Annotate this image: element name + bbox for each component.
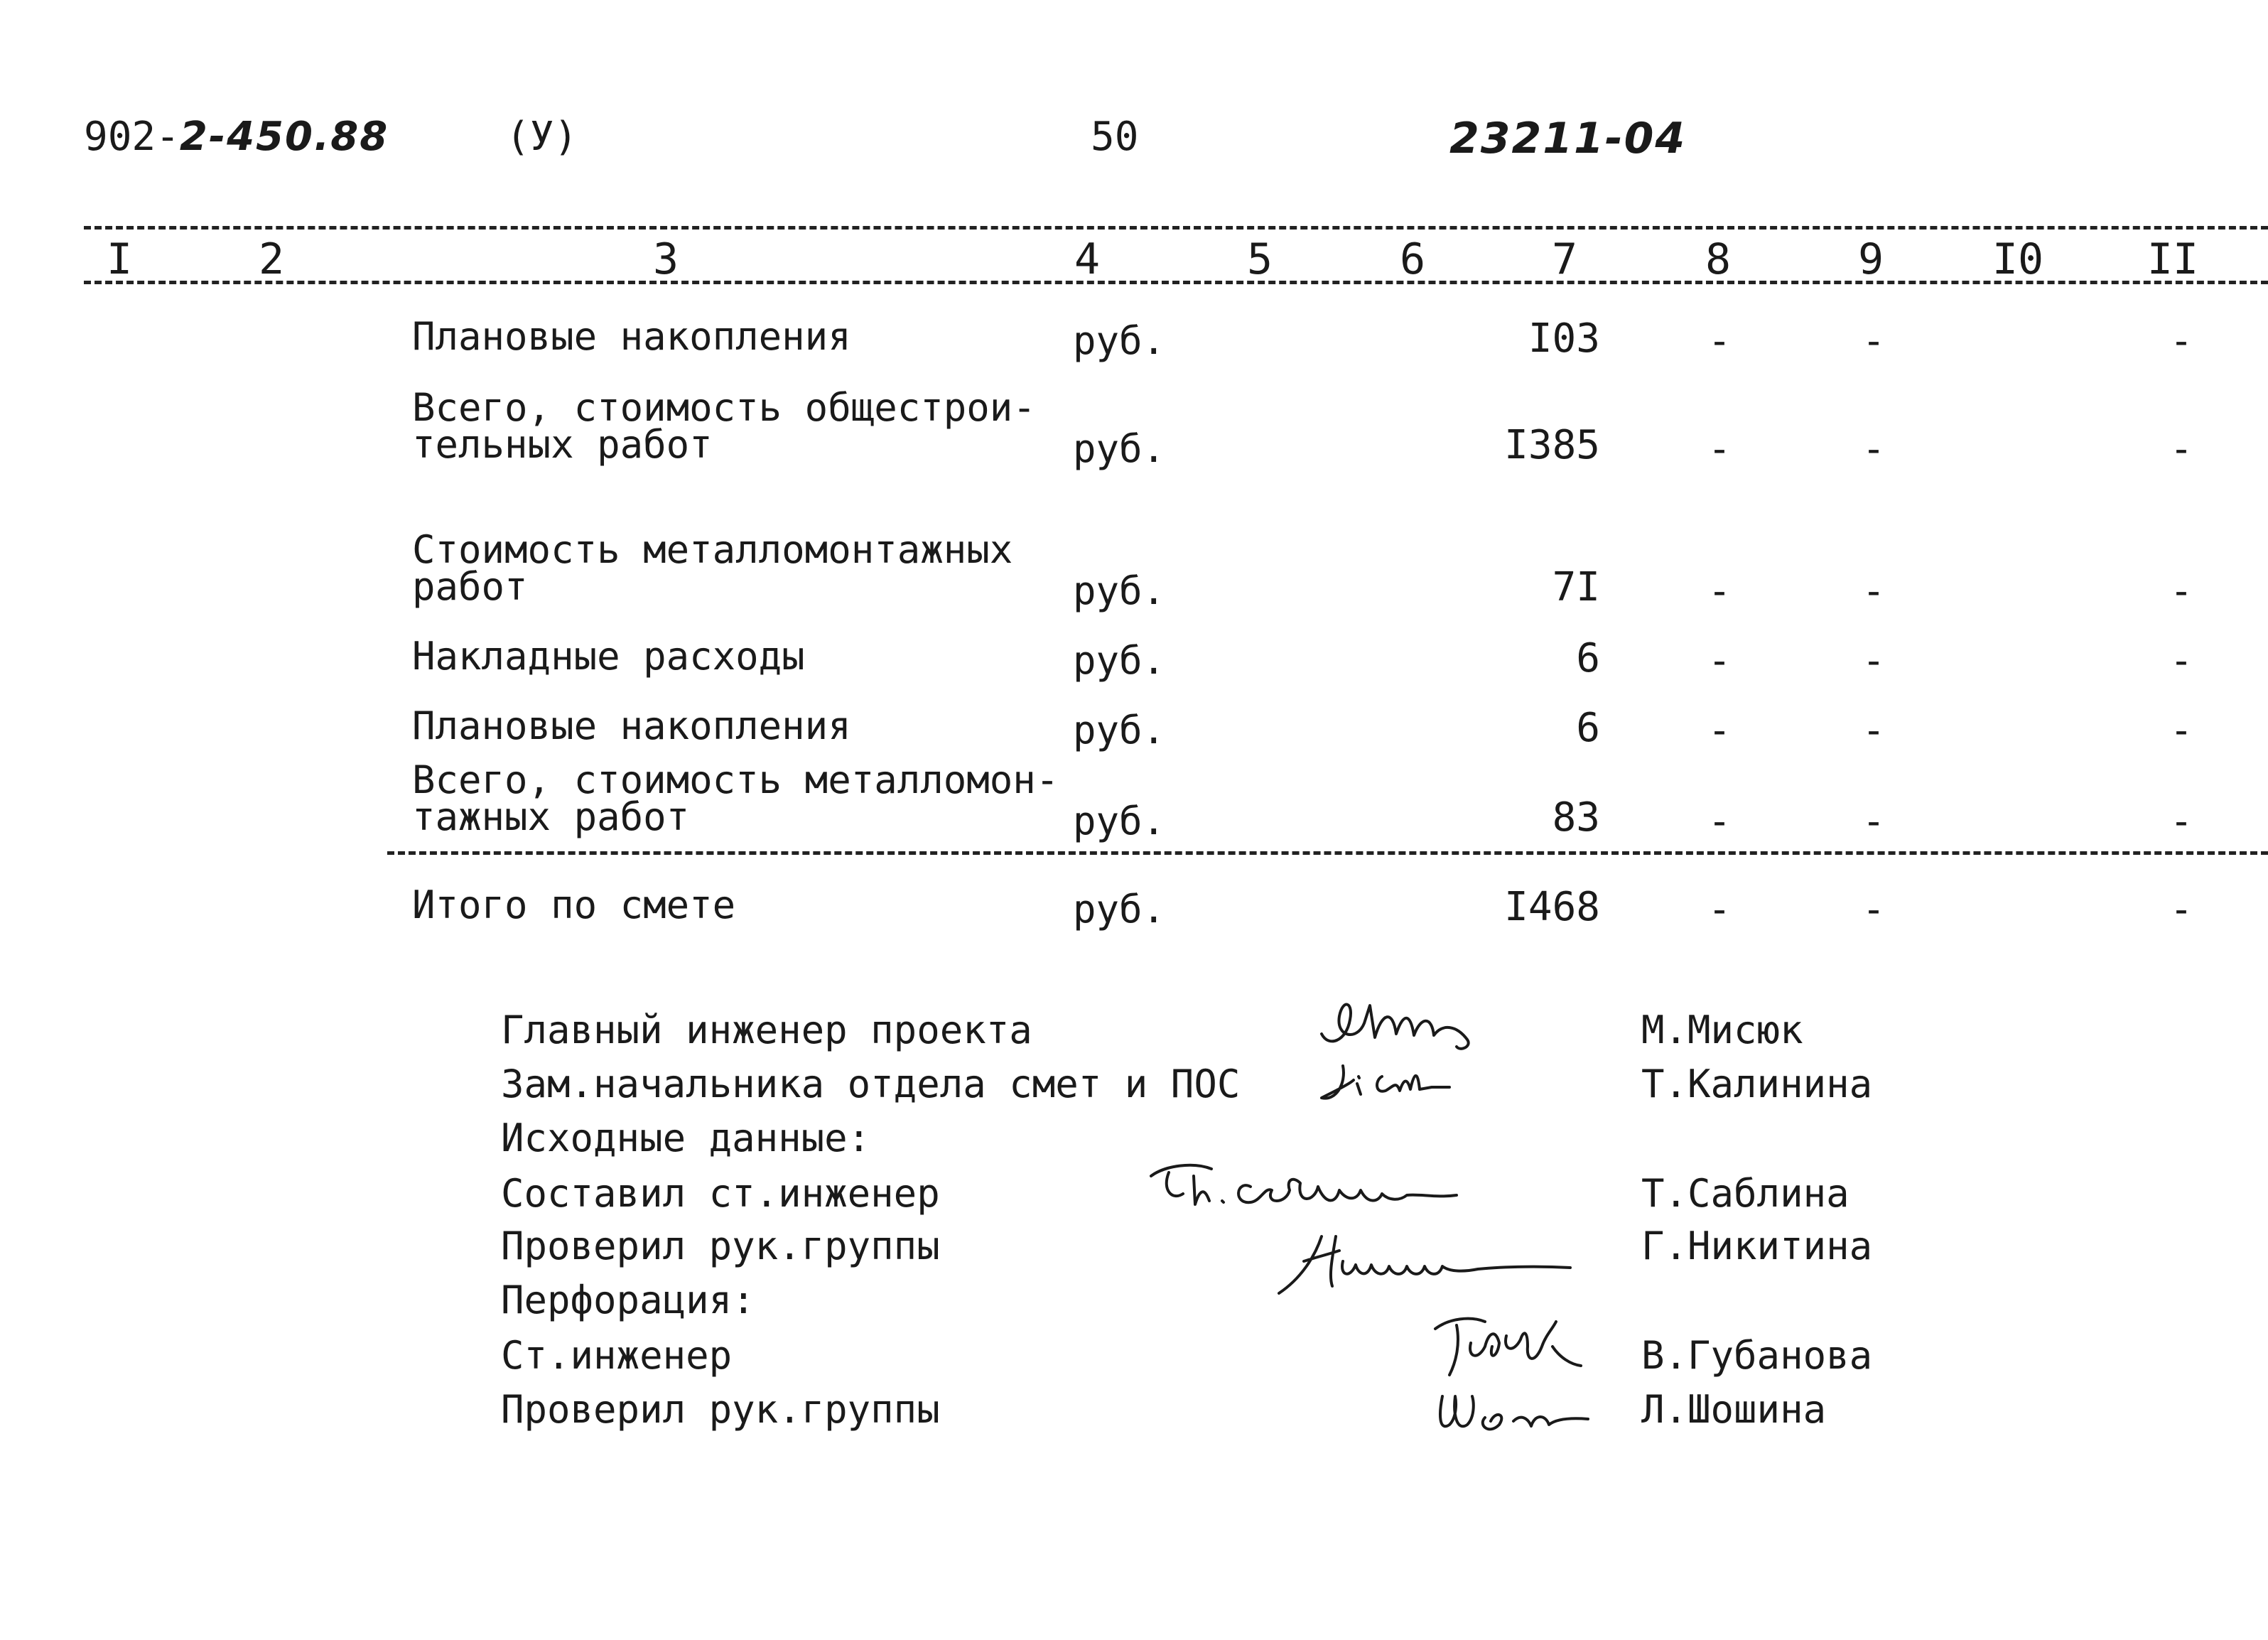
row-col8: - — [1707, 426, 1732, 471]
row-col9: - — [1862, 638, 1886, 683]
col-number-7: 7 — [1551, 234, 1578, 284]
total-value: I468 — [1504, 884, 1600, 930]
table-header-bottom-line — [84, 281, 2268, 284]
handwritten-signature-5 — [1428, 1307, 1599, 1386]
row-value: 7I — [1552, 564, 1600, 610]
signature-name: Т.Калинина — [1641, 1062, 1873, 1106]
signature-name: В.Губанова — [1641, 1333, 1873, 1378]
row-col11: - — [2169, 318, 2193, 363]
total-unit: руб. — [1073, 887, 1166, 932]
signature-role: Главный инженер проекта — [501, 1008, 1032, 1052]
total-label: Итого по смете — [412, 883, 736, 927]
row-col8: - — [1707, 708, 1732, 752]
signature-section-heading: Исходные данные: — [501, 1116, 871, 1160]
row-label-line1: Всего, стоимость общестрои- — [412, 385, 1036, 430]
handwritten-signature-4 — [1272, 1222, 1584, 1300]
col-number-9: 9 — [1857, 234, 1884, 284]
col-number-1: I — [106, 234, 133, 284]
row-value: 6 — [1576, 635, 1600, 681]
row-col11: - — [2169, 708, 2193, 752]
row-label: Накладные расходы — [412, 634, 805, 679]
row-label: Плановые накопления — [412, 703, 851, 748]
total-col8: - — [1707, 887, 1732, 932]
row-unit: руб. — [1073, 568, 1166, 613]
row-col11: - — [2169, 638, 2193, 683]
signature-role: Ст.инженер — [501, 1333, 733, 1378]
row-col11: - — [2169, 426, 2193, 471]
row-unit: руб. — [1073, 799, 1166, 843]
row-unit: руб. — [1073, 708, 1166, 752]
handwritten-signature-6 — [1428, 1382, 1599, 1446]
handwritten-signature-2 — [1314, 1055, 1471, 1112]
signature-role: Зам.начальника отдела смет и ПОС — [501, 1062, 1241, 1106]
row-unit: руб. — [1073, 638, 1166, 683]
handwritten-signature-3 — [1144, 1151, 1485, 1229]
doc-mark: (У) — [506, 114, 578, 160]
col-number-5: 5 — [1246, 234, 1273, 284]
total-col9: - — [1862, 887, 1886, 932]
row-col9: - — [1862, 799, 1886, 843]
col-number-6: 6 — [1399, 234, 1426, 284]
signature-role: Составил ст.инженер — [501, 1171, 940, 1216]
col-number-2: 2 — [258, 234, 285, 284]
row-value: 6 — [1576, 705, 1600, 751]
row-label-line2: работ — [412, 564, 528, 609]
signature-name: Г.Никитина — [1641, 1224, 1873, 1268]
doc-number-prefix: 902- — [84, 114, 180, 160]
row-col8: - — [1707, 318, 1732, 363]
doc-number-handwritten: 2-450.88 — [179, 114, 389, 160]
doc-number — [84, 114, 389, 160]
row-value: I385 — [1504, 422, 1600, 468]
row-value: 83 — [1552, 794, 1600, 841]
row-col9: - — [1862, 708, 1886, 752]
row-unit: руб. — [1073, 426, 1166, 471]
total-separator-line — [387, 851, 2268, 855]
page-number: 50 — [1091, 114, 1139, 160]
signature-section-heading: Перфорация: — [501, 1278, 755, 1322]
signature-role: Проверил рук.группы — [501, 1224, 940, 1268]
signature-name: Л.Шошина — [1641, 1387, 1827, 1432]
doc-code: 23211-04 — [1449, 114, 1687, 163]
col-number-3: 3 — [652, 234, 679, 284]
row-label-line1: Стоимость металломонтажных — [412, 527, 1013, 572]
col-number-8: 8 — [1705, 234, 1732, 284]
row-col9: - — [1862, 318, 1886, 363]
row-col8: - — [1707, 568, 1732, 613]
row-col11: - — [2169, 799, 2193, 843]
total-col11: - — [2169, 887, 2193, 932]
row-label: Плановые накопления — [412, 314, 851, 359]
row-col11: - — [2169, 568, 2193, 613]
col-number-11: II — [2146, 234, 2199, 284]
row-value: I03 — [1528, 315, 1600, 362]
signature-name: М.Мисюк — [1641, 1008, 1803, 1052]
row-col9: - — [1862, 568, 1886, 613]
col-number-10: I0 — [1992, 234, 2044, 284]
signature-role: Проверил рук.группы — [501, 1387, 940, 1432]
signature-name: Т.Саблина — [1641, 1171, 1850, 1216]
handwritten-signature-1 — [1314, 984, 1485, 1062]
row-label-line2: тажных работ — [412, 794, 690, 839]
row-col8: - — [1707, 638, 1732, 683]
row-label-line2: тельных работ — [412, 422, 713, 467]
table-top-line — [84, 226, 2268, 230]
row-col8: - — [1707, 799, 1732, 843]
row-unit: руб. — [1073, 318, 1166, 363]
row-label-line1: Всего, стоимость металломон- — [412, 757, 1059, 802]
row-col9: - — [1862, 426, 1886, 471]
col-number-4: 4 — [1074, 234, 1101, 284]
